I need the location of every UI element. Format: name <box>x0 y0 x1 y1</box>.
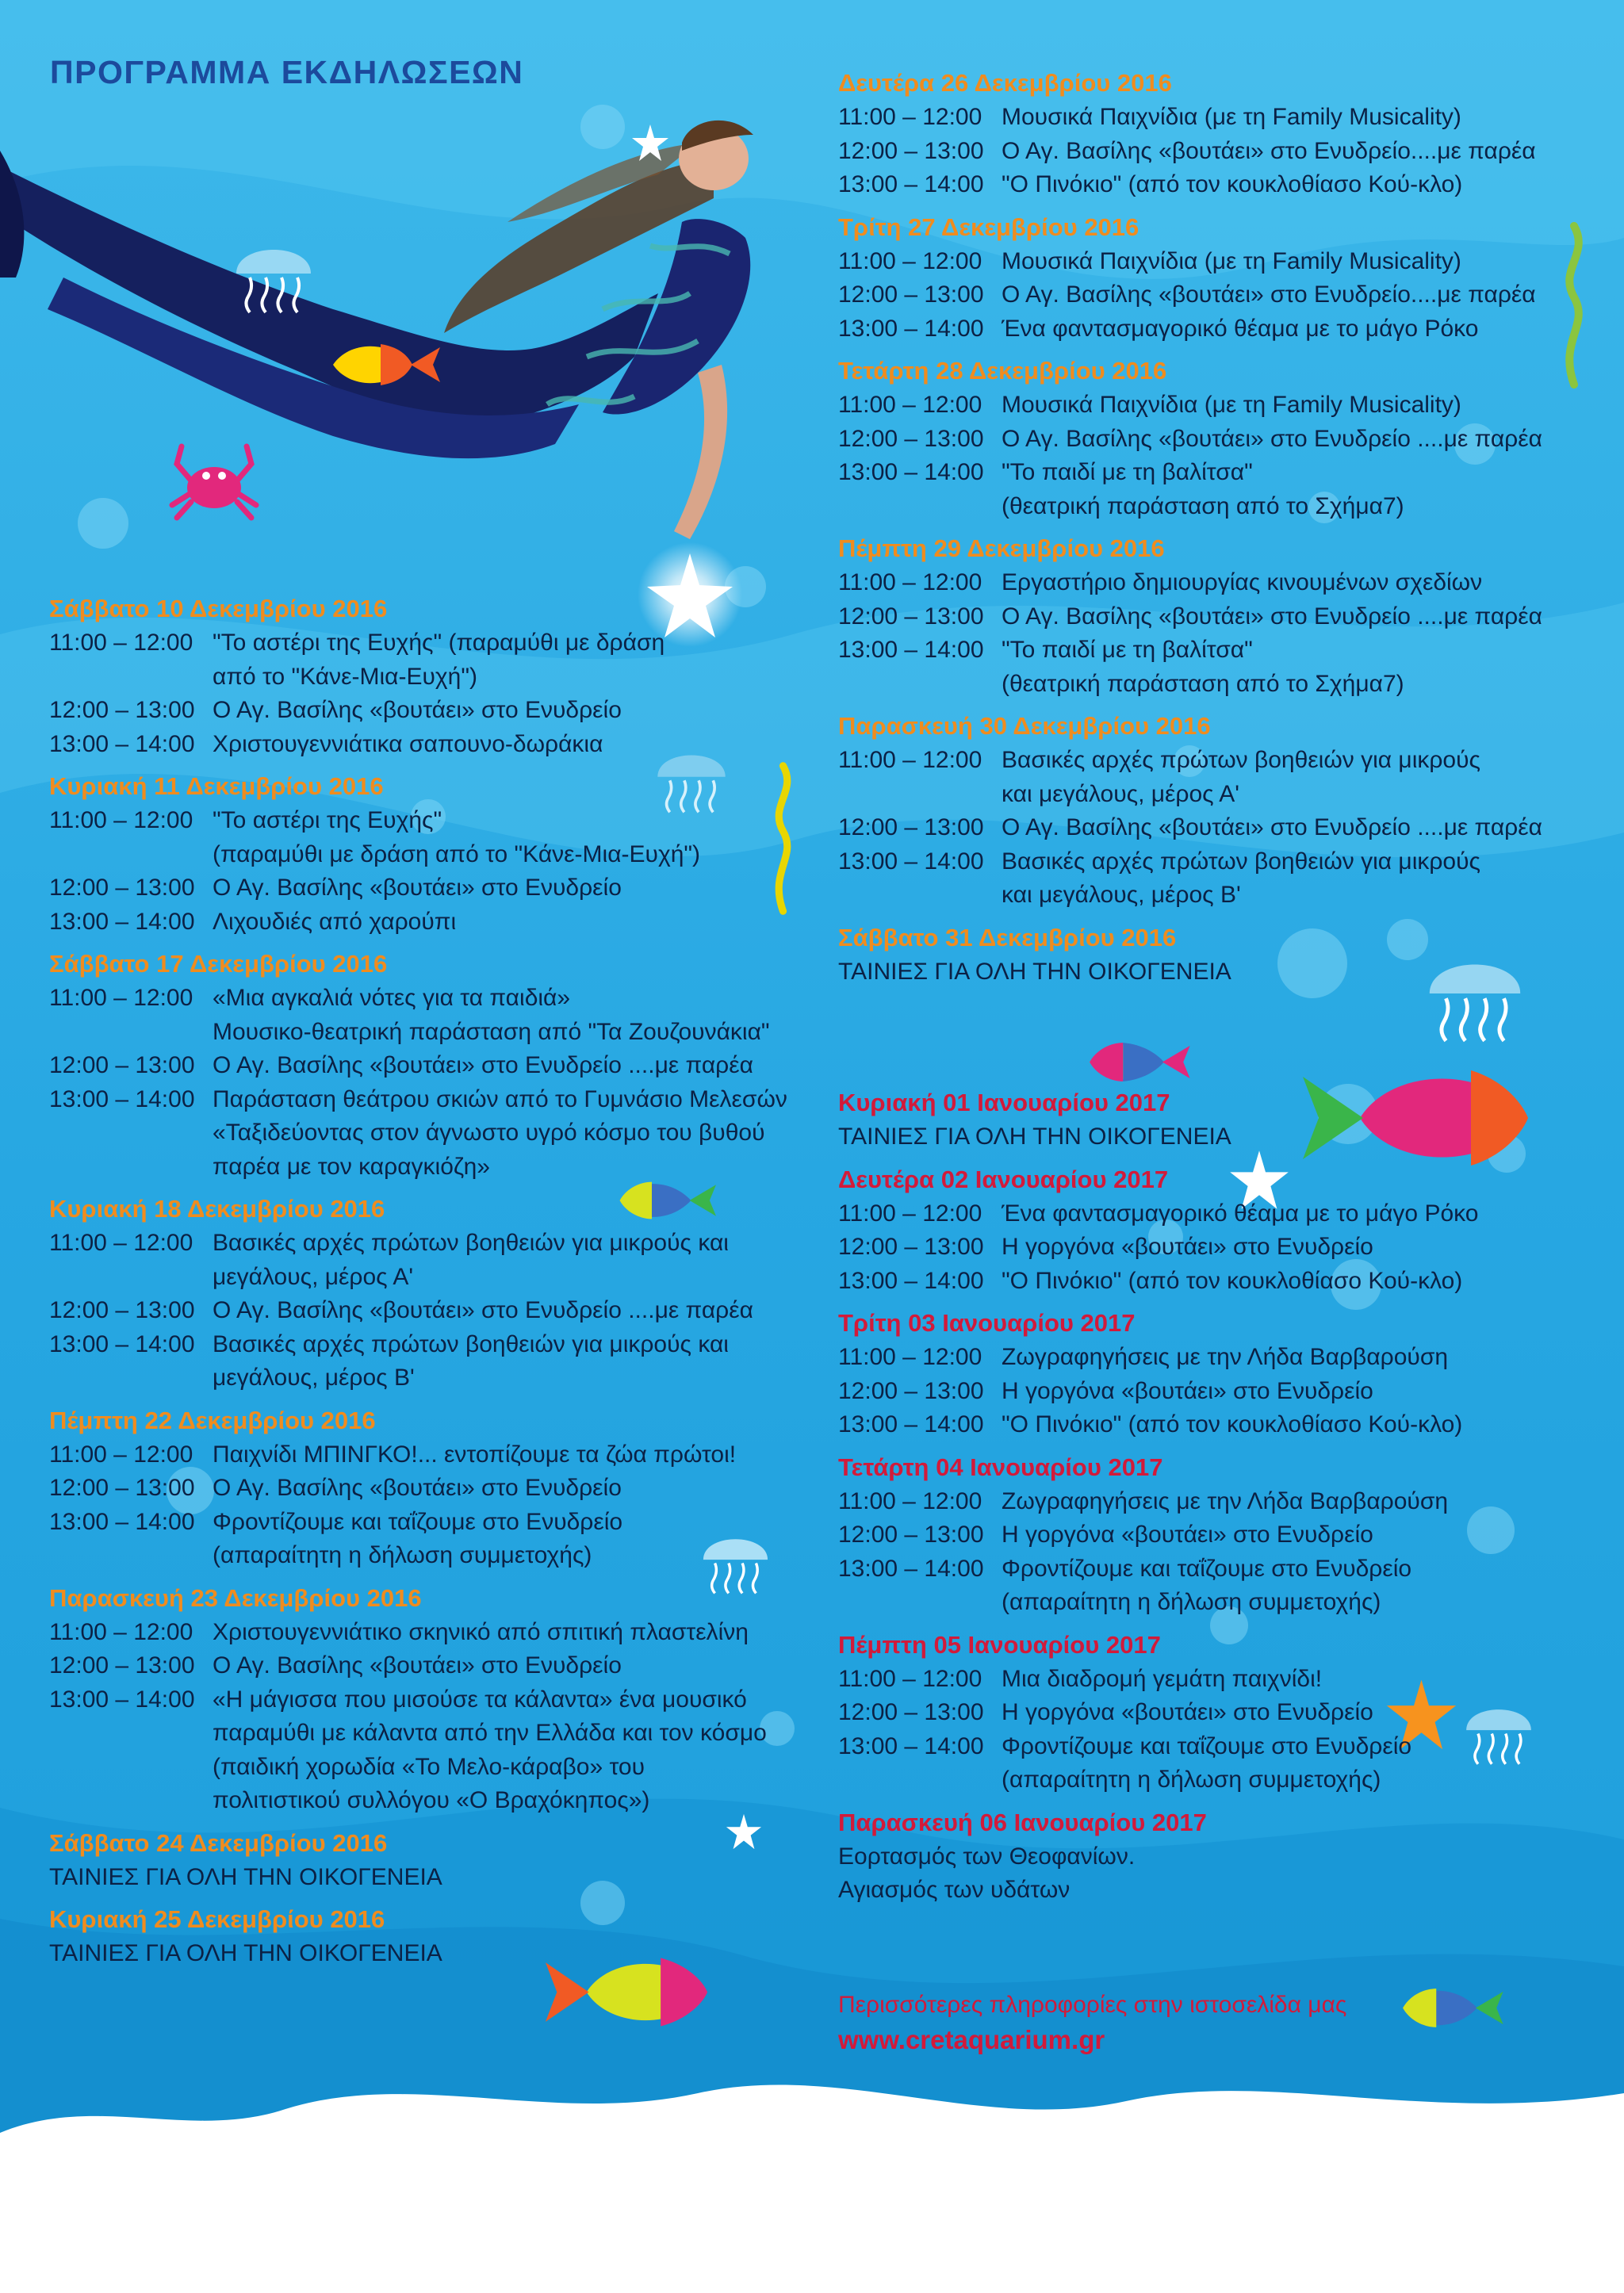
event-text-line: Ο Αγ. Βασίλης «βουτάει» στο Ενυδρείο ....με παρέα <box>213 1297 753 1323</box>
event-description <box>1002 245 1599 279</box>
time-slot: 11:00 – 12:00 <box>838 747 982 773</box>
event-text-line: "Το αστέρι της Ευχής" (παραμύθι με δράση <box>213 630 665 656</box>
schedule-row <box>838 1485 1599 1519</box>
time-slot: 11:00 – 12:00 <box>49 630 193 656</box>
event-description <box>1002 566 1599 600</box>
page-title: ΠΡΟΓΡΑΜΜΑ ΕΚΔΗΛΩΣΕΩΝ <box>50 54 524 90</box>
schedule-row <box>49 1049 810 1083</box>
event-text-line: Ο Αγ. Βασίλης «βουτάει» στο Ενυδρείο ....με παρέα <box>1002 425 1542 452</box>
time-slot: 11:00 – 12:00 <box>838 1344 982 1370</box>
time-slot: 13:00 – 14:00 <box>838 315 984 342</box>
event-description <box>213 626 810 694</box>
day-heading: Κυριακή 25 Δεκεμβρίου 2016 <box>49 1905 385 1933</box>
day-heading: Παρασκευή 30 Δεκεμβρίου 2016 <box>838 712 1211 740</box>
event-text-line: παραμύθι με κάλαντα από την Ελλάδα και τον κόσμο <box>213 1720 767 1746</box>
event-text-line: Βασικές αρχές πρώτων βοηθειών για μικρούς και <box>213 1330 729 1357</box>
event-text-line: παρέα με τον καραγκιόζη» <box>213 1153 490 1180</box>
event-description <box>1002 456 1599 523</box>
time-slot: 13:00 – 14:00 <box>838 171 984 197</box>
starfish-icon <box>630 123 670 163</box>
fish-icon <box>1392 1978 1511 2038</box>
time-slot: 13:00 – 14:00 <box>838 1732 984 1759</box>
schedule-row <box>838 1552 1599 1620</box>
schedule-row <box>49 694 810 728</box>
schedule-row <box>49 1294 810 1328</box>
event-description <box>213 1506 810 1573</box>
event-text-line: "Το παιδί με τη βαλίτσα" <box>1002 637 1253 663</box>
schedule-row <box>49 1616 810 1650</box>
event-text-line: από το "Κάνε-Μια-Ευχή") <box>213 663 477 690</box>
event-description <box>213 694 810 728</box>
event-text-line: Η γοργόνα «βουτάει» στο Ενυδρείο <box>1002 1377 1373 1404</box>
time-slot: 13:00 – 14:00 <box>49 908 195 935</box>
schedule-row <box>838 423 1599 457</box>
day-heading: Πέμπτη 22 Δεκεμβρίου 2016 <box>49 1406 376 1434</box>
day-note: ΤΑΙΝΙΕΣ ΓΙΑ ΟΛΗ ΤΗΝ ΟΙΚΟΓΕΝΕΙΑ <box>49 1940 442 1966</box>
event-text-line: Μουσικά Παιχνίδια (με τη Family Musicality) <box>1002 247 1461 274</box>
day-heading: Σάββατο 17 Δεκεμβρίου 2016 <box>49 950 388 978</box>
event-description <box>1002 1518 1599 1552</box>
event-text-line: (απαραίτητη η δήλωση συμμετοχής) <box>1002 1767 1381 1793</box>
time-slot: 12:00 – 13:00 <box>49 1052 195 1078</box>
schedule-row <box>838 811 1599 845</box>
event-text-line: Βασικές αρχές πρώτων βοηθειών για μικρούς <box>1002 848 1480 875</box>
event-description <box>1002 1485 1599 1519</box>
event-description <box>213 982 810 1049</box>
day-note: ΤΑΙΝΙΕΣ ΓΙΑ ΟΛΗ ΤΗΝ ΟΙΚΟΓΕΝΕΙΑ <box>49 1863 442 1890</box>
event-description <box>213 1616 810 1650</box>
event-description <box>213 1083 810 1185</box>
day-block <box>838 66 1599 202</box>
event-text-line: Λιχουδιές από χαρούπι <box>213 908 457 935</box>
day-block <box>49 769 810 939</box>
event-description <box>1002 135 1599 169</box>
schedule-row <box>838 600 1599 634</box>
jellyfish-icon <box>230 226 317 317</box>
schedule-row <box>838 168 1599 202</box>
event-text-line: Ο Αγ. Βασίλης «βουτάει» στο Ενυδρείο ....με παρέα <box>1002 603 1542 630</box>
event-text-line: Ο Αγ. Βασίλης «βουτάει» στο Ενυδρείο....με παρέα <box>1002 281 1536 308</box>
event-description <box>213 1294 810 1328</box>
event-text-line: Ένα φαντασμαγορικό θέαμα με το μάγο Ρόκο <box>1002 1200 1479 1227</box>
event-description <box>213 1683 810 1818</box>
event-text-line: "Ο Πινόκιο" (από τον κουκλοθίασο Κού-κλο) <box>1002 1267 1463 1294</box>
time-slot: 12:00 – 13:00 <box>838 425 984 452</box>
day-heading: Τετάρτη 28 Δεκεμβρίου 2016 <box>838 357 1167 385</box>
day-note: ΤΑΙΝΙΕΣ ΓΙΑ ΟΛΗ ΤΗΝ ΟΙΚΟΓΕΝΕΙΑ <box>838 958 1231 985</box>
schedule-row <box>838 312 1599 346</box>
day-heading: Τρίτη 27 Δεκεμβρίου 2016 <box>838 212 1139 241</box>
day-block <box>49 1826 810 1895</box>
event-text-line: «Η μάγισσα που μισούσε τα κάλαντα» ένα μουσικό <box>213 1686 747 1713</box>
event-text-line: μεγάλους, μέρος Β' <box>213 1365 415 1391</box>
event-text-line: Ο Αγ. Βασίλης «βουτάει» στο Ενυδρείο ....με παρέα <box>1002 814 1542 840</box>
day-heading: Κυριακή 11 Δεκεμβρίου 2016 <box>49 772 384 800</box>
event-text-line: Ένα φαντασμαγορικό θέαμα με το μάγο Ρόκο <box>1002 315 1479 342</box>
event-description <box>213 905 810 940</box>
event-description <box>1002 1231 1599 1265</box>
day-heading: Τετάρτη 04 Ιανουαρίου 2017 <box>838 1453 1163 1481</box>
event-description <box>1002 389 1599 423</box>
schedule-row <box>49 1506 810 1573</box>
time-slot: 11:00 – 12:00 <box>838 1665 982 1692</box>
event-description <box>1002 811 1599 845</box>
day-heading: Πέμπτη 05 Ιανουαρίου 2017 <box>838 1630 1161 1659</box>
day-note: Εορτασμός των Θεοφανίων. <box>838 1843 1136 1870</box>
fish-icon <box>325 333 444 396</box>
schedule-row <box>838 389 1599 423</box>
schedule-left-column <box>49 591 810 1979</box>
crab-icon <box>163 432 266 527</box>
time-slot: 11:00 – 12:00 <box>838 104 982 130</box>
day-heading: Σάββατο 31 Δεκεμβρίου 2016 <box>838 923 1177 951</box>
schedule-row <box>49 1649 810 1683</box>
day-heading: Τρίτη 03 Ιανουαρίου 2017 <box>838 1309 1136 1337</box>
day-heading: Δευτέρα 02 Ιανουαρίου 2017 <box>838 1165 1169 1193</box>
day-block <box>838 354 1599 523</box>
time-slot: 11:00 – 12:00 <box>49 807 193 833</box>
event-text-line: Φροντίζουμε και ταΐζουμε στο Ενυδρείο <box>1002 1732 1412 1759</box>
event-text-line: μεγάλους, μέρος Α' <box>213 1263 414 1290</box>
event-text-line: Ο Αγ. Βασίλης «βουτάει» στο Ενυδρείο <box>213 875 622 901</box>
event-description <box>1002 1730 1599 1797</box>
day-note: ΤΑΙΝΙΕΣ ΓΙΑ ΟΛΗ ΤΗΝ ΟΙΚΟΓΕΝΕΙΑ <box>838 1124 1231 1150</box>
time-slot: 12:00 – 13:00 <box>838 814 984 840</box>
time-slot: 13:00 – 14:00 <box>838 848 984 875</box>
event-text-line: Ο Αγ. Βασίλης «βουτάει» στο Ενυδρείο <box>213 1475 622 1501</box>
event-text-line: Εργαστήριο δημιουργίας κινουμένων σχεδίων <box>1002 569 1483 595</box>
event-text-line: "Ο Πινόκιο" (από τον κουκλοθίασο Κού-κλο) <box>1002 171 1463 197</box>
event-description <box>1002 423 1599 457</box>
schedule-row <box>838 566 1599 600</box>
event-description <box>213 871 810 905</box>
time-slot: 13:00 – 14:00 <box>838 1555 984 1582</box>
schedule-row <box>838 1730 1599 1797</box>
time-slot: 11:00 – 12:00 <box>49 1441 193 1468</box>
event-text-line: Ο Αγ. Βασίλης «βουτάει» στο Ενυδρείο <box>213 697 622 723</box>
event-text-line: Φροντίζουμε και ταΐζουμε στο Ενυδρείο <box>213 1508 623 1535</box>
event-text-line: "Το αστέρι της Ευχής" <box>213 807 442 833</box>
time-slot: 11:00 – 12:00 <box>838 247 982 274</box>
event-text-line: "Ο Πινόκιο" (από τον κουκλοθίασο Κού-κλο) <box>1002 1411 1463 1437</box>
event-text-line: (θεατρική παράσταση από το Σχήμα7) <box>1002 492 1404 519</box>
event-text-line: πολιτιστικού συλλόγου «Ο Βραχόκηπος») <box>213 1787 650 1813</box>
time-slot: 12:00 – 13:00 <box>838 1377 984 1404</box>
time-slot: 13:00 – 14:00 <box>49 1085 195 1112</box>
day-block <box>838 921 1599 990</box>
schedule-row <box>838 1408 1599 1442</box>
event-text-line: Ο Αγ. Βασίλης «βουτάει» στο Ενυδρείο <box>213 1652 622 1679</box>
day-heading: Πέμπτη 29 Δεκεμβρίου 2016 <box>838 534 1165 562</box>
day-block <box>838 1162 1599 1299</box>
time-slot: 11:00 – 12:00 <box>838 1200 982 1227</box>
event-description <box>213 728 810 762</box>
schedule-row <box>49 1472 810 1506</box>
day-block <box>49 1192 810 1395</box>
schedule-row <box>838 634 1599 701</box>
day-heading: Παρασκευή 23 Δεκεμβρίου 2016 <box>49 1583 422 1612</box>
day-note: Αγιασμός των υδάτων <box>838 1877 1071 1903</box>
schedule-right-column <box>838 66 1599 1916</box>
event-text-line: Μια διαδρομή γεμάτη παιχνίδι! <box>1002 1665 1323 1692</box>
event-description <box>1002 1375 1599 1409</box>
website-link[interactable]: www.cretaquarium.gr <box>838 2025 1105 2054</box>
event-text-line: Μουσικο-θεατρική παράσταση από "Τα Ζουζουνάκια" <box>213 1018 770 1045</box>
event-text-line: «Μια αγκαλιά νότες για τα παιδιά» <box>213 985 571 1011</box>
event-text-line: Παράσταση θεάτρου σκιών από το Γυμνάσιο Μελεσών <box>213 1085 787 1112</box>
schedule-row <box>838 1375 1599 1409</box>
event-description <box>213 804 810 871</box>
event-text-line: Ο Αγ. Βασίλης «βουτάει» στο Ενυδρείο....με παρέα <box>1002 137 1536 164</box>
event-description <box>1002 845 1599 913</box>
time-slot: 13:00 – 14:00 <box>838 637 984 663</box>
event-text-line: Παιχνίδι ΜΠΙΝΓΚΟ!... εντοπίζουμε τα ζώα πρώτοι! <box>213 1441 737 1468</box>
event-description <box>1002 1341 1599 1375</box>
day-block <box>49 1581 810 1818</box>
schedule-row <box>49 871 810 905</box>
schedule-row <box>838 1341 1599 1375</box>
event-description <box>213 1227 810 1294</box>
time-slot: 13:00 – 14:00 <box>838 1411 984 1437</box>
event-text-line: και μεγάλους, μέρος Β' <box>1002 882 1241 908</box>
event-description <box>213 1328 810 1395</box>
event-text-line: «Ταξιδεύοντας στον άγνωστο υγρό κόσμο του βυθού <box>213 1120 765 1146</box>
schedule-row <box>838 278 1599 312</box>
event-text-line: Μουσικά Παιχνίδια (με τη Family Musicality) <box>1002 104 1461 130</box>
day-block <box>838 1805 1599 1908</box>
day-heading: Σάββατο 24 Δεκεμβρίου 2016 <box>49 1828 388 1857</box>
event-description <box>1002 101 1599 135</box>
time-slot: 13:00 – 14:00 <box>49 730 195 757</box>
event-text-line: Ζωγραφηγήσεις με την Λήδα Βαρβαρούση <box>1002 1344 1449 1370</box>
time-slot: 13:00 – 14:00 <box>49 1686 195 1713</box>
schedule-row <box>49 1083 810 1185</box>
time-slot: 11:00 – 12:00 <box>838 569 982 595</box>
schedule-row <box>838 845 1599 913</box>
time-slot: 12:00 – 13:00 <box>838 1522 984 1548</box>
event-description <box>213 1438 810 1472</box>
schedule-row <box>838 744 1599 811</box>
time-slot: 13:00 – 14:00 <box>838 459 984 485</box>
time-slot: 12:00 – 13:00 <box>838 1234 984 1260</box>
event-description <box>1002 1265 1599 1299</box>
time-slot: 12:00 – 13:00 <box>838 1699 984 1725</box>
schedule-row <box>838 1663 1599 1697</box>
schedule-row <box>838 1518 1599 1552</box>
event-description <box>1002 278 1599 312</box>
time-slot: 11:00 – 12:00 <box>838 1487 982 1514</box>
time-slot: 12:00 – 13:00 <box>49 697 195 723</box>
schedule-row <box>49 1683 810 1818</box>
event-description <box>213 1049 810 1083</box>
time-slot: 12:00 – 13:00 <box>49 875 195 901</box>
event-text-line: "Το παιδί με τη βαλίτσα" <box>1002 459 1253 485</box>
day-heading: Κυριακή 01 Ιανουαρίου 2017 <box>838 1089 1170 1116</box>
event-description <box>1002 312 1599 346</box>
day-block <box>838 210 1599 346</box>
day-heading: Σάββατο 10 Δεκεμβρίου 2016 <box>49 595 388 622</box>
day-block <box>838 531 1599 701</box>
event-text-line: (θεατρική παράσταση από το Σχήμα7) <box>1002 670 1404 697</box>
event-text-line: (παιδική χορωδία «Το Μελο-κάραβο» του <box>213 1753 645 1780</box>
schedule-row <box>49 1328 810 1395</box>
schedule-row <box>49 804 810 871</box>
event-text-line: Χριστουγεννιάτικο σκηνικό από σπιτική πλαστελίνη <box>213 1618 749 1645</box>
time-slot: 13:00 – 14:00 <box>49 1330 195 1357</box>
time-slot: 12:00 – 13:00 <box>838 137 984 164</box>
time-slot: 11:00 – 12:00 <box>49 1618 193 1645</box>
time-slot: 12:00 – 13:00 <box>49 1652 195 1679</box>
event-text-line: Βασικές αρχές πρώτων βοηθειών για μικρούς και <box>213 1230 729 1256</box>
footer <box>838 1989 1346 2058</box>
event-text-line: Χριστουγεννιάτικα σαπουνο-δωράκια <box>213 730 603 757</box>
event-text-line: (απαραίτητη η δήλωση συμμετοχής) <box>1002 1589 1381 1615</box>
event-description <box>1002 1197 1599 1231</box>
day-heading: Παρασκευή 06 Ιανουαρίου 2017 <box>838 1808 1207 1836</box>
schedule-row <box>838 456 1599 523</box>
schedule-row <box>838 1696 1599 1730</box>
day-block <box>49 591 810 761</box>
schedule-row <box>49 982 810 1049</box>
time-slot: 12:00 – 13:00 <box>49 1297 195 1323</box>
event-text-line: (απαραίτητη η δήλωση συμμετοχής) <box>213 1542 592 1568</box>
time-slot: 12:00 – 13:00 <box>838 281 984 308</box>
event-text-line: Η γοργόνα «βουτάει» στο Ενυδρείο <box>1002 1234 1373 1260</box>
event-description <box>213 1472 810 1506</box>
event-description <box>1002 744 1599 811</box>
event-text-line: Μουσικά Παιχνίδια (με τη Family Musicality) <box>1002 392 1461 418</box>
time-slot: 11:00 – 12:00 <box>838 392 982 418</box>
event-text-line: Η γοργόνα «βουτάει» στο Ενυδρείο <box>1002 1699 1373 1725</box>
event-text-line: Φροντίζουμε και ταΐζουμε στο Ενυδρείο <box>1002 1555 1412 1582</box>
day-block <box>49 1902 810 1971</box>
day-heading: Δευτέρα 26 Δεκεμβρίου 2016 <box>838 69 1172 97</box>
time-slot: 13:00 – 14:00 <box>49 1508 195 1535</box>
time-slot: 12:00 – 13:00 <box>49 1475 195 1501</box>
event-text-line: (παραμύθι με δράση από το "Κάνε-Μια-Ευχή") <box>213 840 701 867</box>
time-slot: 13:00 – 14:00 <box>838 1267 984 1294</box>
day-block <box>49 947 810 1184</box>
event-description <box>213 1649 810 1683</box>
schedule-row <box>838 101 1599 135</box>
day-block <box>838 1450 1599 1620</box>
schedule-row <box>838 1231 1599 1265</box>
time-slot: 11:00 – 12:00 <box>49 1230 193 1256</box>
schedule-row <box>838 1197 1599 1231</box>
event-text-line: Ζωγραφηγήσεις με την Λήδα Βαρβαρούση <box>1002 1487 1449 1514</box>
schedule-row <box>49 1227 810 1294</box>
event-description <box>1002 600 1599 634</box>
event-description <box>1002 1408 1599 1442</box>
event-description <box>1002 1552 1599 1620</box>
day-block <box>838 1306 1599 1442</box>
event-description <box>1002 168 1599 202</box>
schedule-row <box>838 1265 1599 1299</box>
day-heading: Κυριακή 18 Δεκεμβρίου 2016 <box>49 1195 385 1223</box>
schedule-row <box>49 728 810 762</box>
event-text-line: Βασικές αρχές πρώτων βοηθειών για μικρούς <box>1002 747 1480 773</box>
event-text-line: Η γοργόνα «βουτάει» στο Ενυδρείο <box>1002 1522 1373 1548</box>
event-description <box>1002 1696 1599 1730</box>
schedule-row <box>838 245 1599 279</box>
schedule-row <box>838 135 1599 169</box>
schedule-row <box>49 1438 810 1472</box>
schedule-row <box>49 905 810 940</box>
event-description <box>1002 634 1599 701</box>
event-text-line: Ο Αγ. Βασίλης «βουτάει» στο Ενυδρείο ....με παρέα <box>213 1052 753 1078</box>
event-description <box>1002 1663 1599 1697</box>
day-block <box>838 1628 1599 1797</box>
day-block <box>838 709 1599 913</box>
day-block <box>49 1403 810 1573</box>
footer-info-text: Περισσότερες πληροφορίες στην ιστοσελίδα μας <box>838 1992 1347 2018</box>
time-slot: 11:00 – 12:00 <box>49 985 193 1011</box>
schedule-row <box>49 626 810 694</box>
day-block <box>838 1085 1599 1154</box>
event-text-line: και μεγάλους, μέρος Α' <box>1002 780 1240 807</box>
time-slot: 12:00 – 13:00 <box>838 603 984 630</box>
